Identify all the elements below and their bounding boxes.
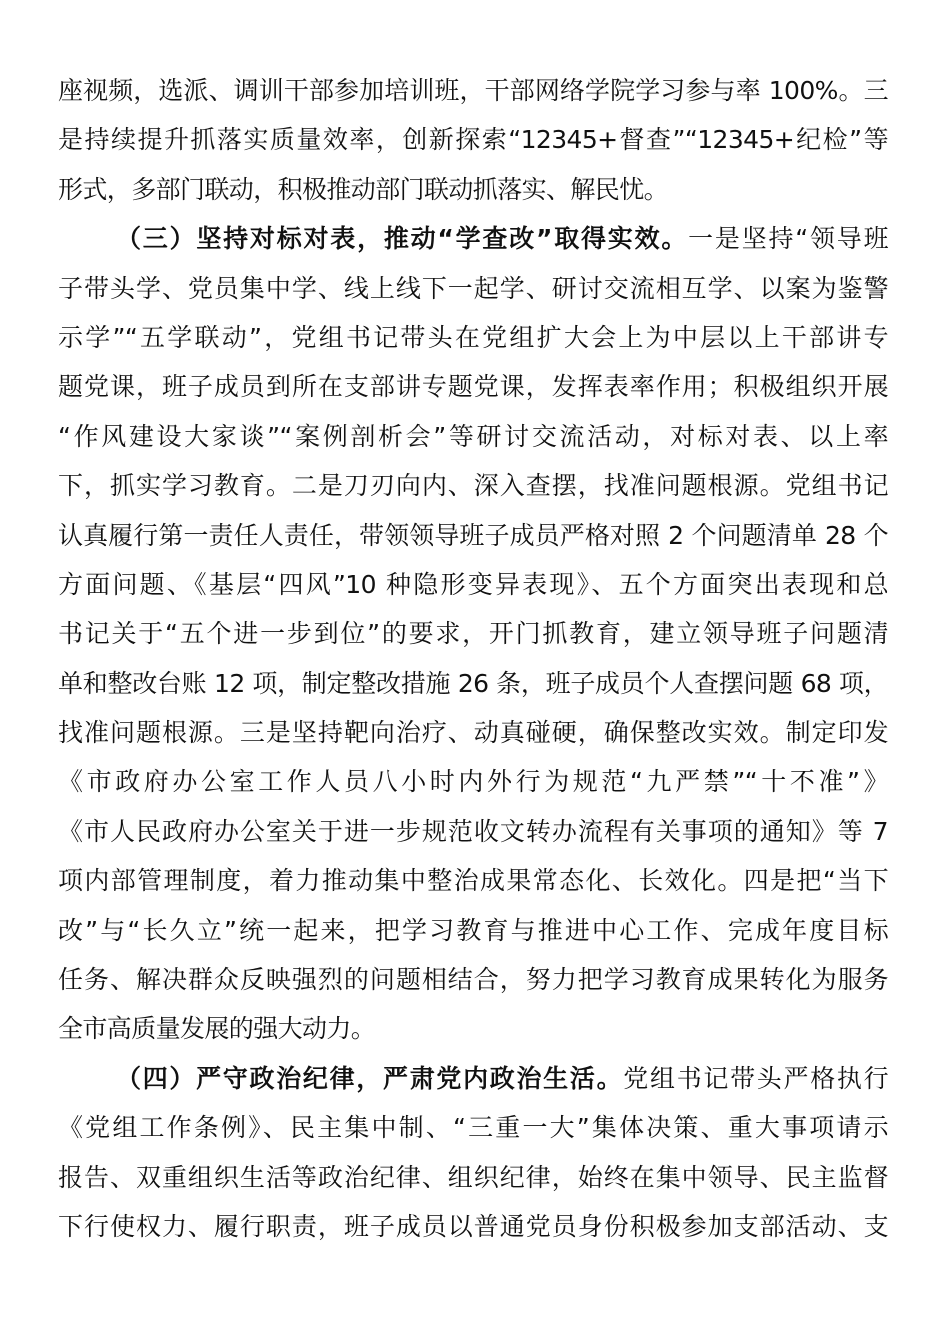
text-line: 任务、解决群众反映强烈的问题相结合，努力把学习教育成果转化为服务 xyxy=(58,965,888,995)
text-line-with-heading xyxy=(58,1054,888,1103)
text-line-with-heading xyxy=(58,214,888,263)
text-line: 下，抓实学习教育。二是刀刃向内、深入查摆，找准问题根源。党组书记 xyxy=(58,471,888,501)
text-line: 下行使权力、履行职责，班子成员以普通党员身份积极参加支部活动、支 xyxy=(58,1211,888,1241)
section-heading: （四）严守政治纪律，严肃党内政治生活。 xyxy=(116,1063,624,1093)
text-line: 认真履行第一责任人责任，带领领导班子成员严格对照 2 个问题清单 28 个 xyxy=(58,520,888,550)
document-page xyxy=(58,66,888,1251)
text-line: 形式，多部门联动，积极推动部门联动抓落实、解民忧。 xyxy=(58,174,669,204)
text-line: 是持续提升抓落实质量效率，创新探索“12345+督查”“12345+纪检”等 xyxy=(58,125,888,155)
text-line: 《市政府办公室工作人员八小时内外行为规范“九严禁”“十不准”》 xyxy=(58,767,888,797)
text-line: 方面问题、《基层“四风”10 种隐形变异表现》、五个方面突出表现和总 xyxy=(58,569,888,599)
text-line: 报告、双重组织生活等政治纪律、组织纪律，始终在集中领导、民主监督 xyxy=(58,1162,888,1192)
text-line: 子带头学、党员集中学、线上线下一起学、研讨交流相互学、以案为鉴警 xyxy=(58,273,888,303)
paragraph-section-4 xyxy=(58,1054,888,1252)
text-run: 一是坚持“领导班 xyxy=(688,224,888,254)
text-line: 座视频，选派、调训干部参加培训班，干部网络学院学习参与率 100%。三 xyxy=(58,76,888,105)
text-line: 示学”“五学联动”，党组书记带头在党组扩大会上为中层以上干部讲专 xyxy=(58,322,888,352)
text-line: “作风建设大家谈”“案例剖析会”等研讨交流活动，对标对表、以上率 xyxy=(58,421,888,451)
text-line: 全市高质量发展的强大动力。 xyxy=(58,1014,376,1044)
paragraph-section-3 xyxy=(58,214,888,1054)
text-line: 改”与“长久立”统一起来，把学习教育与推进中心工作、完成年度目标 xyxy=(58,915,888,945)
text-line: 项内部管理制度，着力推动集中整治成果常态化、长效化。四是把“当下 xyxy=(58,866,888,896)
text-run: 党组书记带头严格执行 xyxy=(623,1063,888,1093)
text-line: 题党课，班子成员到所在支部讲专题党课，发挥表率作用；积极组织开展 xyxy=(58,372,888,402)
section-heading: （三）坚持对标对表，推动“学查改”取得实效。 xyxy=(116,224,689,254)
text-line: 找准问题根源。三是坚持靶向治疗、动真碰硬，确保整改实效。制定印发 xyxy=(58,718,888,748)
text-line: 单和整改台账 12 项，制定整改措施 26 条，班子成员个人查摆问题 68 项， xyxy=(58,668,888,698)
text-line: 《市人民政府办公室关于进一步规范收文转办流程有关事项的通知》等 7 xyxy=(58,816,888,846)
text-line: 书记关于“五个进一步到位”的要求，开门抓教育，建立领导班子问题清 xyxy=(58,619,888,649)
paragraph-continued xyxy=(58,66,888,214)
text-line: 《党组工作条例》、民主集中制、“三重一大”集体决策、重大事项请示 xyxy=(58,1113,888,1143)
